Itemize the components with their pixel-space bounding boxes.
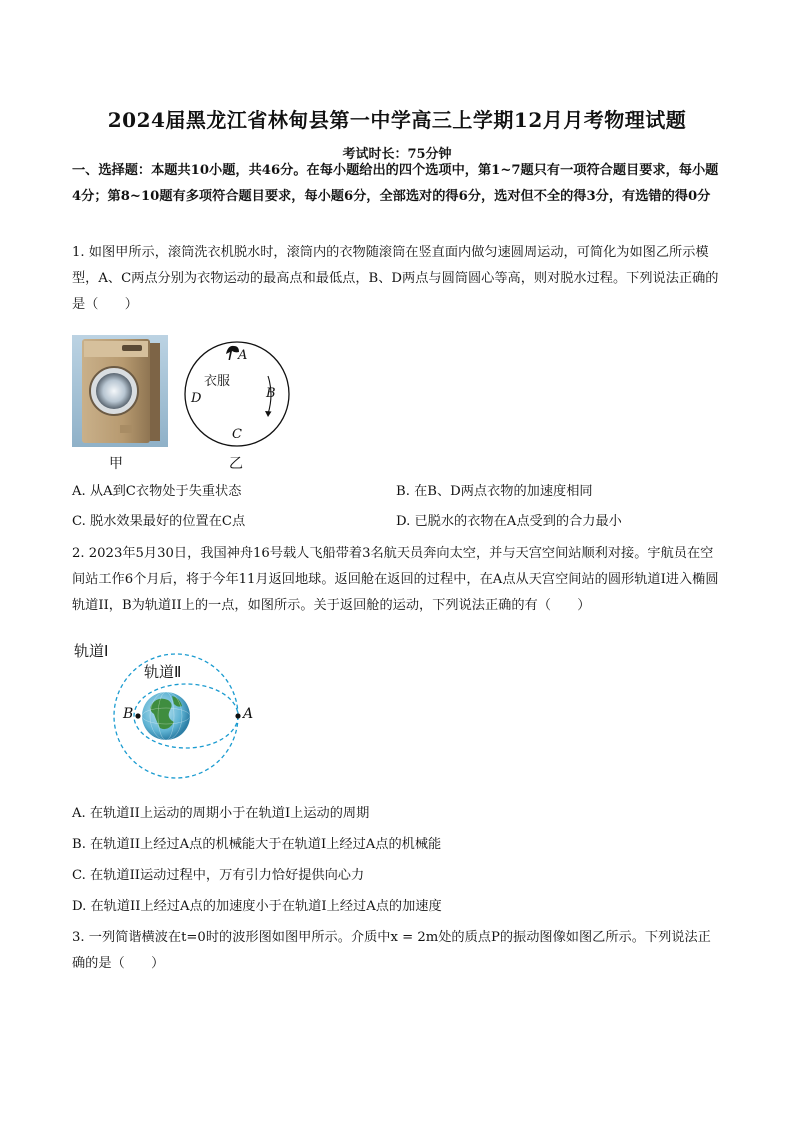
q2-option-c: C. 在轨道II运动过程中，万有引力恰好提供向心力 bbox=[72, 868, 365, 883]
clothes-label: 衣服 bbox=[204, 374, 231, 389]
exam-duration: 考试时长：75分钟 bbox=[342, 147, 452, 162]
q1-option-a: A. 从A到C衣物处于失重状态 bbox=[72, 484, 242, 499]
q2-option-d: D. 在轨道II上经过A点的加速度小于在轨道I上经过A点的加速度 bbox=[72, 899, 442, 914]
q1-option-c: C. 脱水效果最好的位置在C点 bbox=[72, 514, 246, 529]
section-instructions: 一、选择题：本题共10小题，共46分。在每小题给出的四个选项中，第1~7题只有一项符合题目要求，每小题4分；第8~10题有多项符合题目要求，每小题6分，全部选对的得6分，选对但不全的得3分，有选错的得0分 bbox=[72, 163, 719, 204]
figure-yi-caption: 乙 bbox=[229, 456, 243, 472]
q2-option-a: A. 在轨道II上运动的周期小于在轨道I上运动的周期 bbox=[72, 806, 370, 821]
page-title: 2024届黑龙江省林甸县第一中学高三上学期12月月考物理试题 bbox=[107, 108, 687, 132]
orbit-point-B-label: B bbox=[123, 706, 134, 722]
point-A-label: A bbox=[238, 348, 248, 363]
point-D-label: D bbox=[191, 391, 202, 406]
question-1-stem: 1. 如图甲所示，滚筒洗衣机脱水时，滚筒内的衣物随滚筒在竖直面内做匀速圆周运动，可简化为如图乙所示模型，A、C两点分别为衣物运动的最高点和最低点，B、D两点与圆筒圆心等高，则对脱水过程。下列说法正确的是（ ） bbox=[72, 245, 719, 312]
washing-machine-image bbox=[72, 335, 168, 447]
question-2-stem: 2. 2023年5月30日，我国神舟16号载人飞船带着3名航天员奔向太空，并与天宫空间站顺利对接。宇航员在空间站工作6个月后，将于今年11月返回地球。返回舱在返回的过程中，在A点从天宫空间站的圆形轨道I进入椭圆轨道II，B为轨道II上的一点，如图所示。关于返回舱的运动，下列说法正确的有（ ） bbox=[72, 546, 719, 613]
figure-jia-caption: 甲 bbox=[109, 456, 123, 472]
question-3-stem: 3. 一列简谐横波在t=0时的波形图如图甲所示。介质中x = 2m处的质点P的振动图像如图乙所示。下列说法正确的是（ ） bbox=[72, 930, 711, 971]
orbit-point-A-label: A bbox=[243, 706, 254, 722]
q1-option-b: B. 在B、D两点衣物的加速度相同 bbox=[396, 484, 593, 499]
point-C-label: C bbox=[232, 427, 242, 442]
orbit-1-label: 轨道Ⅰ bbox=[74, 642, 109, 660]
q2-option-b: B. 在轨道II上经过A点的机械能大于在轨道I上经过A点的机械能 bbox=[72, 837, 442, 852]
point-B-label: B bbox=[266, 386, 276, 401]
q1-option-d: D. 已脱水的衣物在A点受到的合力最小 bbox=[396, 514, 622, 529]
orbit-2-label: 轨道Ⅱ bbox=[144, 663, 182, 681]
